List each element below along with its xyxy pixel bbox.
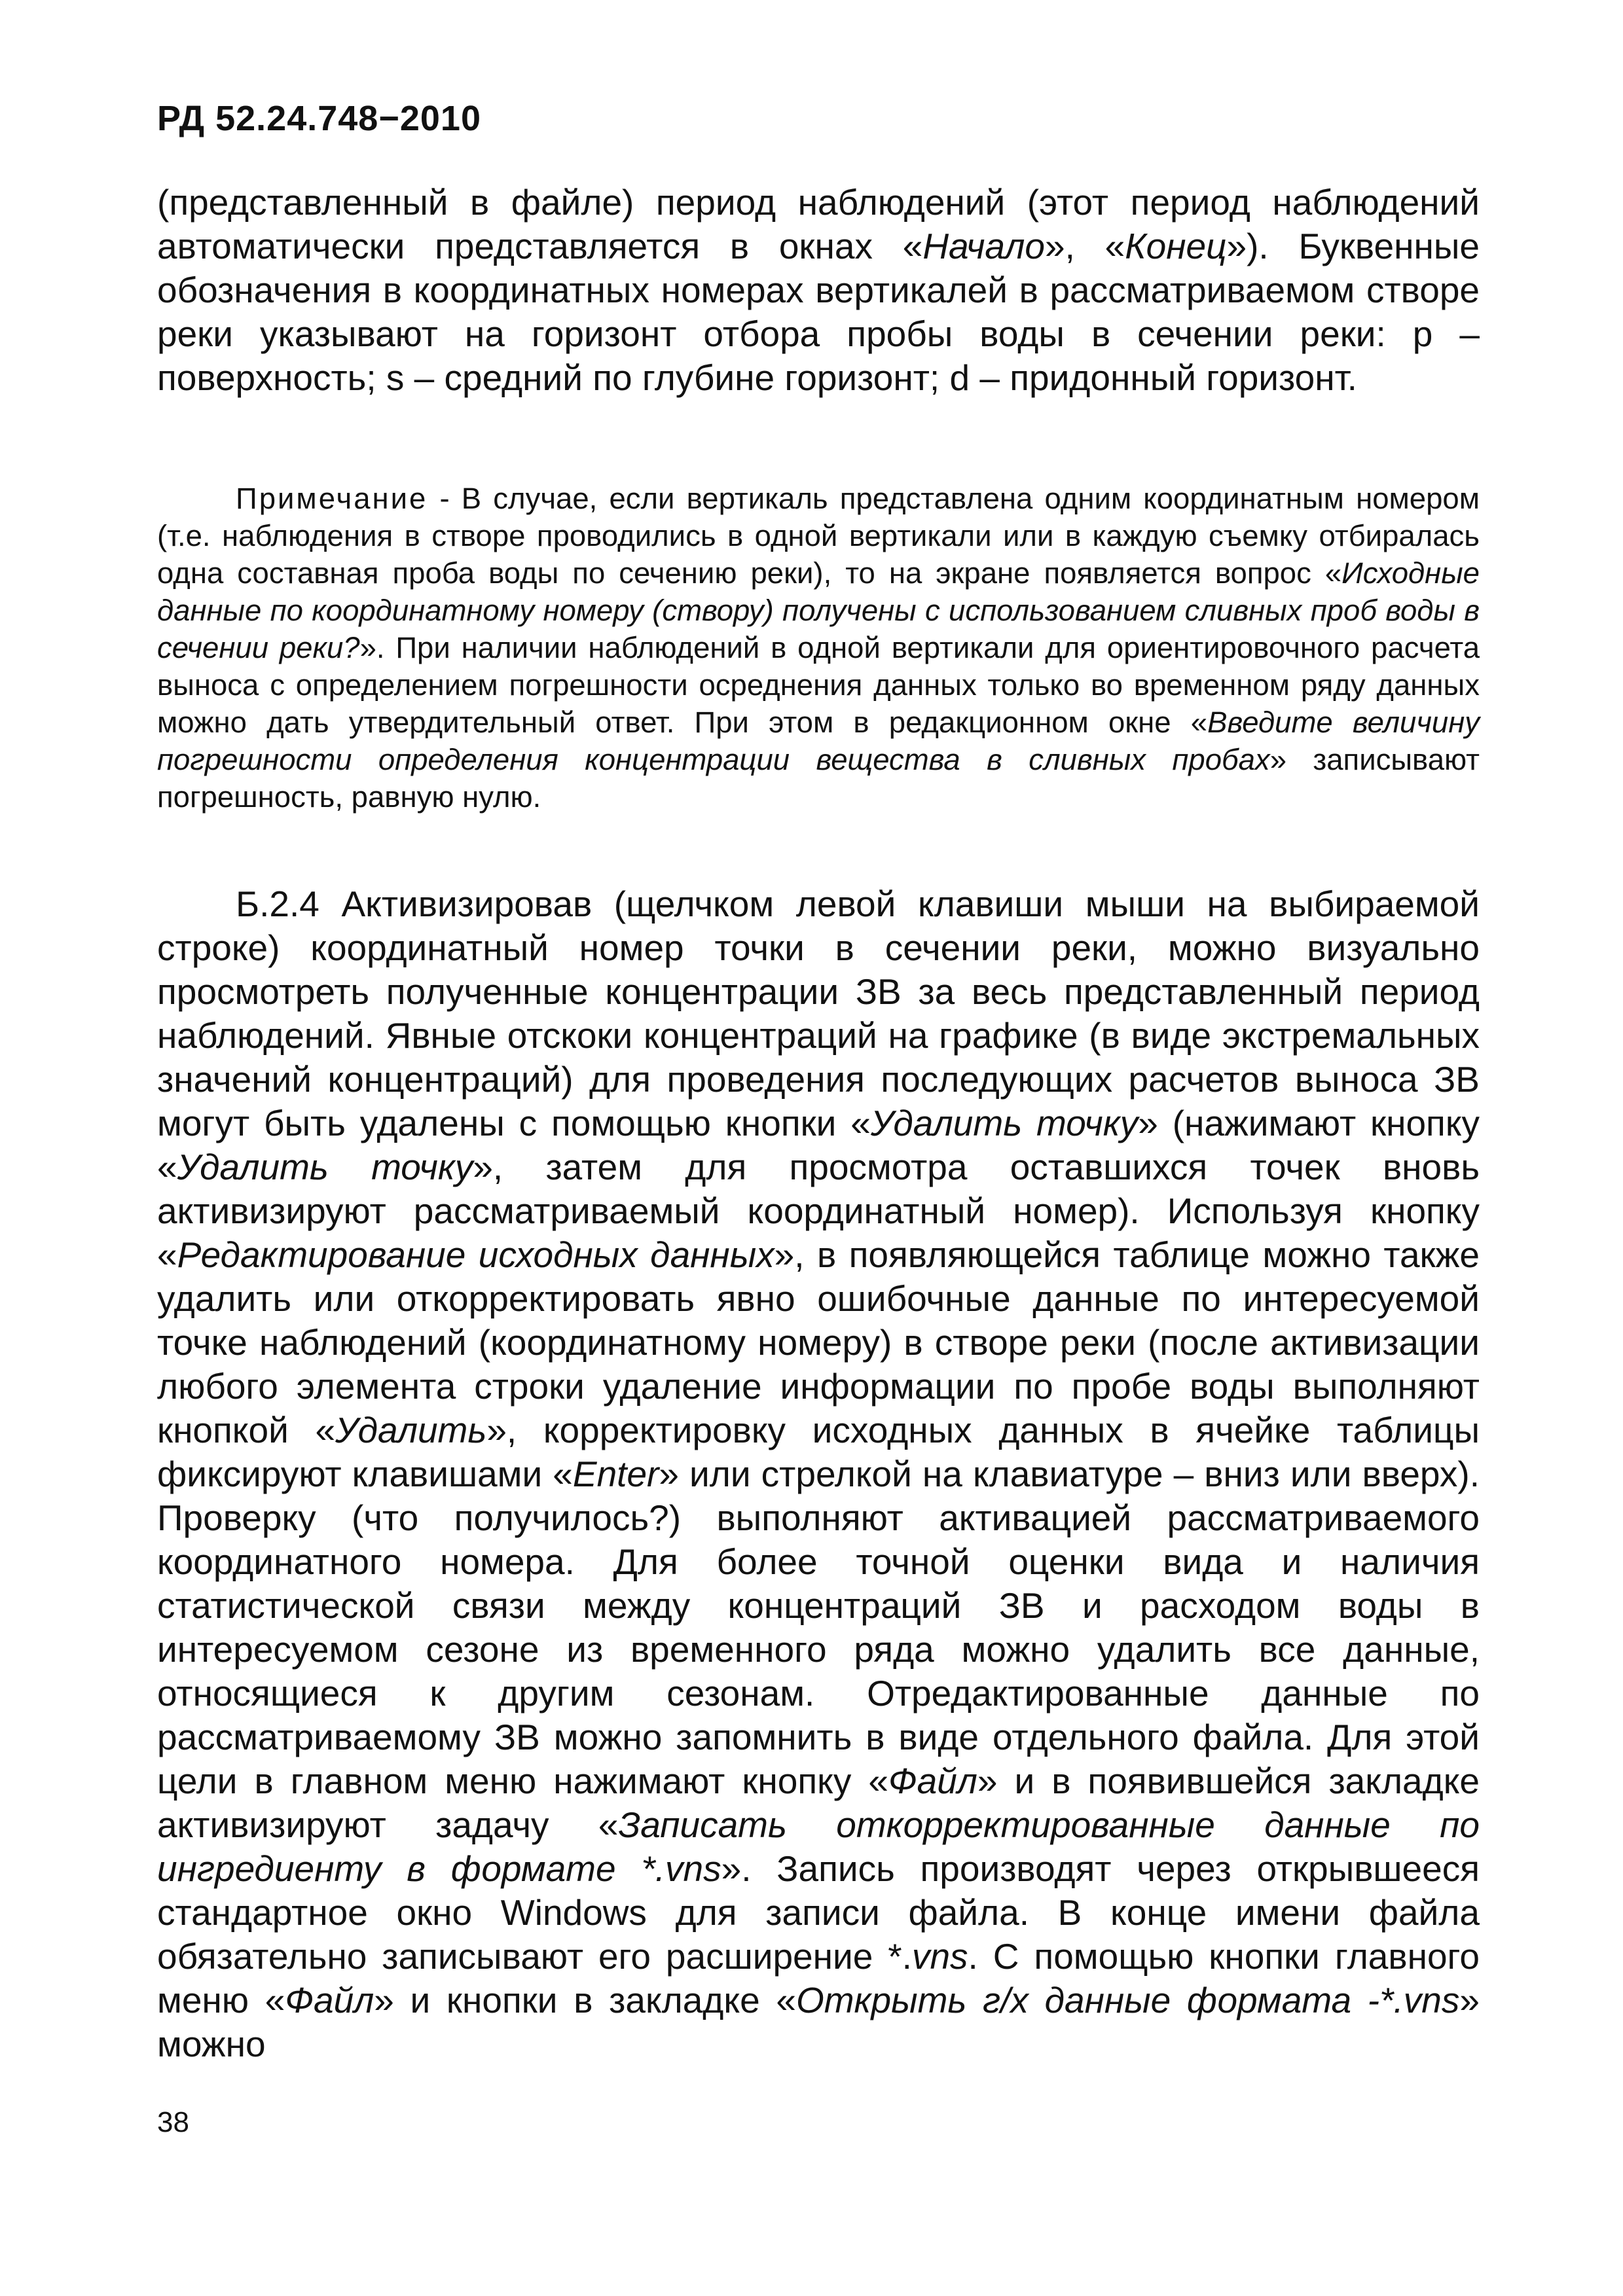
- note-paragraph: [157, 480, 1480, 816]
- edit-source-data-button-ref: Редактирование исходных данных: [177, 1234, 775, 1275]
- section-text-1: Б.2.4 Активизировав (щелчком левой клавиши мыши на выбираемой строке) координатный номер точки в сечении реки, можно визуально просмотреть полученные концентрации ЗВ за весь представленный период наблюдений. Явные отскоки концентраций на графике (в виде экстремальных значений концентраций) для проведения последующих расчетов выноса ЗВ могут быть удалены с помощью кнопки «: [157, 884, 1480, 1143]
- section-text-9: . С помощью кнопки главного меню «: [157, 1936, 1480, 2020]
- section-text-10: » и кнопки в закладке «: [374, 1980, 796, 2020]
- delete-point-button-ref-2: Удалить точку: [177, 1147, 473, 1187]
- section-text-3: », затем для просмотра оставшихся точек вновь активизируют рассматриваемый координатный номер). Используя кнопку «: [157, 1147, 1480, 1275]
- note-text-3: » записывают погрешность, равную нулю.: [157, 743, 1480, 814]
- vns-extension: vns: [911, 1936, 968, 1977]
- section-text-4: », в появляющейся таблице можно также удалить или откорректировать явно ошибочные данные по интересуемой точке наблюдений (координатному номеру) в створе реки (после активизации любого элемента строки удаление информации по пробе воды выполняют кнопкой «: [157, 1234, 1480, 1450]
- section-text-6: » или стрелкой на клавиатуре – вниз или вверх). Проверку (что получилось?) выполняют активацией рассматриваемого координатного номера. Для более точной оценки вида и наличия статистической связи между концентраций ЗВ и расходом воды в интересуемом сезоне из временного ряда можно удалить все данные, относящиеся к другим сезонам. Отредактированные данные по рассматриваемому ЗВ можно запомнить в виде отдельного файла. Для этой цели в главном меню нажимают кнопку «: [157, 1454, 1480, 1801]
- note-label: Примечание: [236, 482, 428, 515]
- intro-paragraph: [157, 181, 1480, 400]
- note-dialog-prompt: Введите величину погрешности определения концентрации вещества в сливных пробах: [157, 706, 1480, 776]
- file-menu-ref-1: Файл: [888, 1761, 977, 1801]
- section-text-5: », корректировку исходных данных в ячейке таблицы фиксируют клавишами «: [157, 1410, 1480, 1494]
- intro-text-1: (представленный в файле) период наблюдений (этот период наблюдений автоматически представляется в окнах «: [157, 182, 1480, 266]
- note-text-2: ». При наличии наблюдений в одной вертикали для ориентировочного расчета выноса с определением погрешности осреднения данных только во временном ряду данных можно дать утвердительный ответ. При этом в редакционном окне «: [157, 631, 1480, 739]
- open-tab-ref: Открыть г/х данные формата -*.vns: [795, 1980, 1460, 2020]
- section-b24-paragraph: [157, 882, 1480, 2066]
- end-window-name: Конец: [1125, 226, 1227, 266]
- enter-key-ref: Enter: [572, 1454, 659, 1494]
- section-text-7: » и в появившейся закладке активизируют задачу «: [157, 1761, 1480, 1845]
- delete-point-button-ref-1: Удалить точку: [870, 1103, 1139, 1143]
- file-menu-ref-2: Файл: [285, 1980, 374, 2020]
- note-question: Исходные данные по координатному номеру (створу) получены с использованием сливных проб воды в сечении реки?: [157, 556, 1480, 664]
- page-number: 38: [157, 2106, 189, 2138]
- note-text-1: - В случае, если вертикаль представлена одним координатным номером (т.е. наблюдения в створе проводились в одной вертикали или в каждую съемку отбиралась одна составная проба воды по сечению реки), то на экране появляется вопрос «: [157, 482, 1480, 590]
- section-text-11: » можно: [157, 1980, 1480, 2064]
- section-text-8: ». Запись производят через открывшееся стандартное окно Windows для записи файла. В конце имени файла обязательно записывают его расширение *.: [157, 1848, 1480, 1977]
- intro-text-2: », «: [1045, 226, 1125, 266]
- document-code-header: РД 52.24.748−2010: [157, 99, 481, 138]
- start-window-name: Начало: [922, 226, 1045, 266]
- section-text-2: » (нажимают кнопку «: [157, 1103, 1480, 1187]
- delete-button-ref: Удалить: [335, 1410, 487, 1450]
- intro-text-3: »). Буквенные обозначения в координатных номерах вертикалей в рассматриваемом створе реки указывают на горизонт отбора пробы воды в сечении реки: р – поверхность; s – средний по глубине горизонт; d – придонный горизонт.: [157, 226, 1480, 398]
- save-task-ref: Записать откорректированные данные по ингредиенту в формате *.vns: [157, 1804, 1480, 1889]
